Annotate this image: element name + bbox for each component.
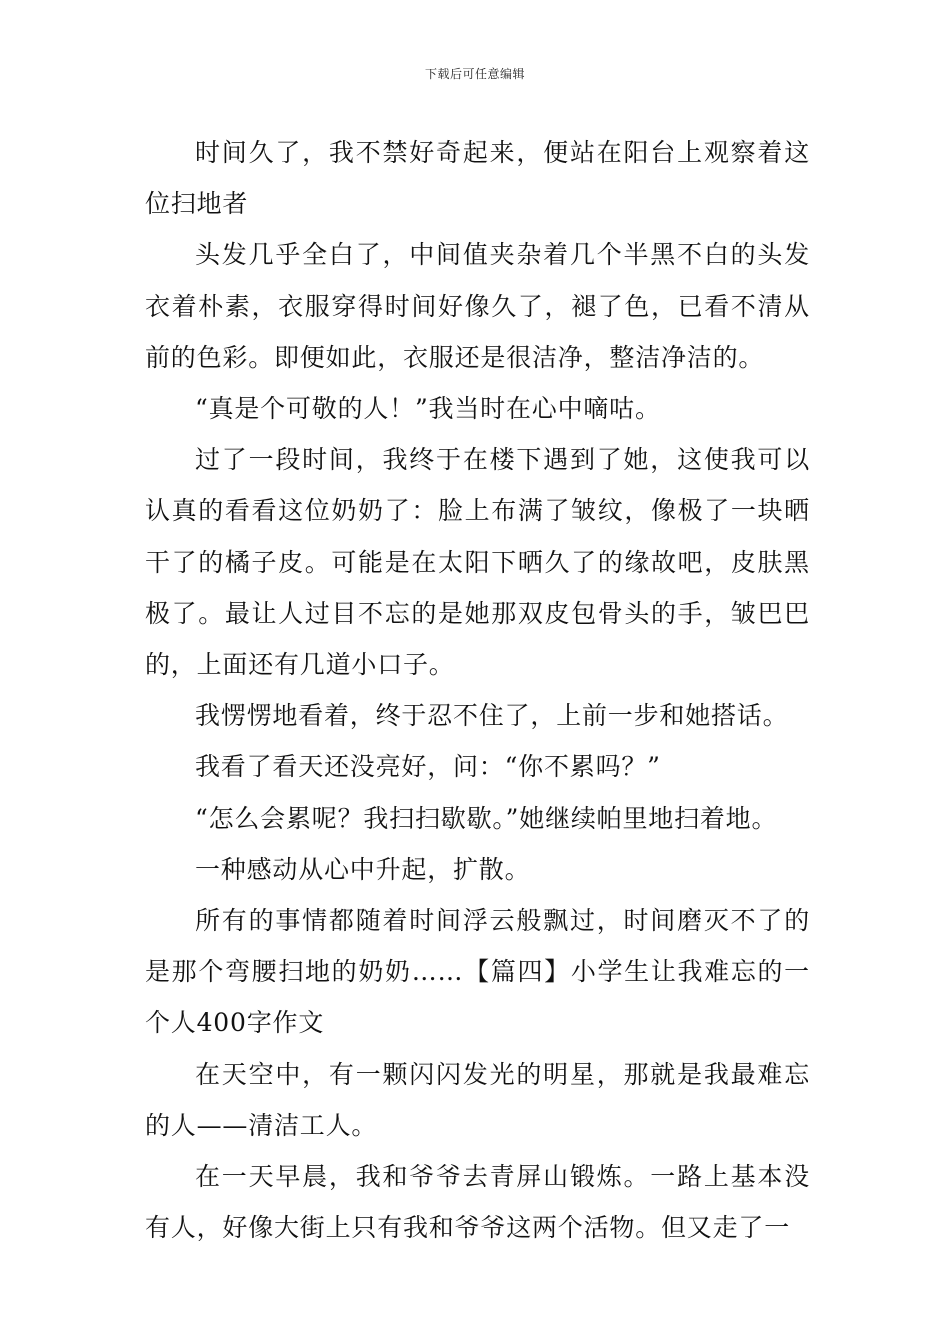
- paragraph: “怎么会累呢？我扫扫歇歇。”她继续帕里地扫着地。: [195, 803, 778, 833]
- paragraph: 时间久了，我不禁好奇起来，便站在阳台上观察着这位扫地者: [145, 138, 810, 219]
- paragraph: 所有的事情都随着时间浮云般飘过，时间磨灭不了的是那个弯腰扫地的奶奶……【篇四】小学生让我难忘的一个人400字作文: [145, 906, 810, 1038]
- paragraph: 一种感动从心中升起，扩散。: [195, 854, 531, 884]
- paragraph: 我愣愣地看着，终于忍不住了，上前一步和她搭话。: [195, 701, 789, 731]
- paragraph: “真是个可敬的人！”我当时在心中嘀咕。: [195, 394, 661, 424]
- paragraph: 在天空中，有一颗闪闪发光的明星，那就是我最难忘的人——清洁工人。: [145, 1059, 810, 1140]
- body-text: [145, 127, 810, 1253]
- paragraph: 在一天早晨，我和爷爷去青屏山锻炼。一路上基本没有人，好像大街上只有我和爷爷这两个活物。但又走了一: [145, 1162, 810, 1243]
- paragraph: 我看了看天还没亮好，问：“你不累吗？”: [195, 752, 661, 782]
- paragraph: 头发几乎全白了，中间值夹杂着几个半黑不白的头发衣着朴素，衣服穿得时间好像久了，褪了色，已看不清从前的色彩。即便如此，衣服还是很洁净，整洁净洁的。: [145, 240, 810, 372]
- paragraph: 过了一段时间，我终于在楼下遇到了她，这使我可以认真的看看这位奶奶了：脸上布满了皱纹，像极了一块晒干了的橘子皮。可能是在太阳下晒久了的缘故吧，皮肤黑极了。最让人过目不忘的是她那双皮包骨头的手，皱巴巴的，上面还有几道小口子。: [145, 445, 810, 680]
- header-note: 下载后可任意编辑: [424, 67, 525, 81]
